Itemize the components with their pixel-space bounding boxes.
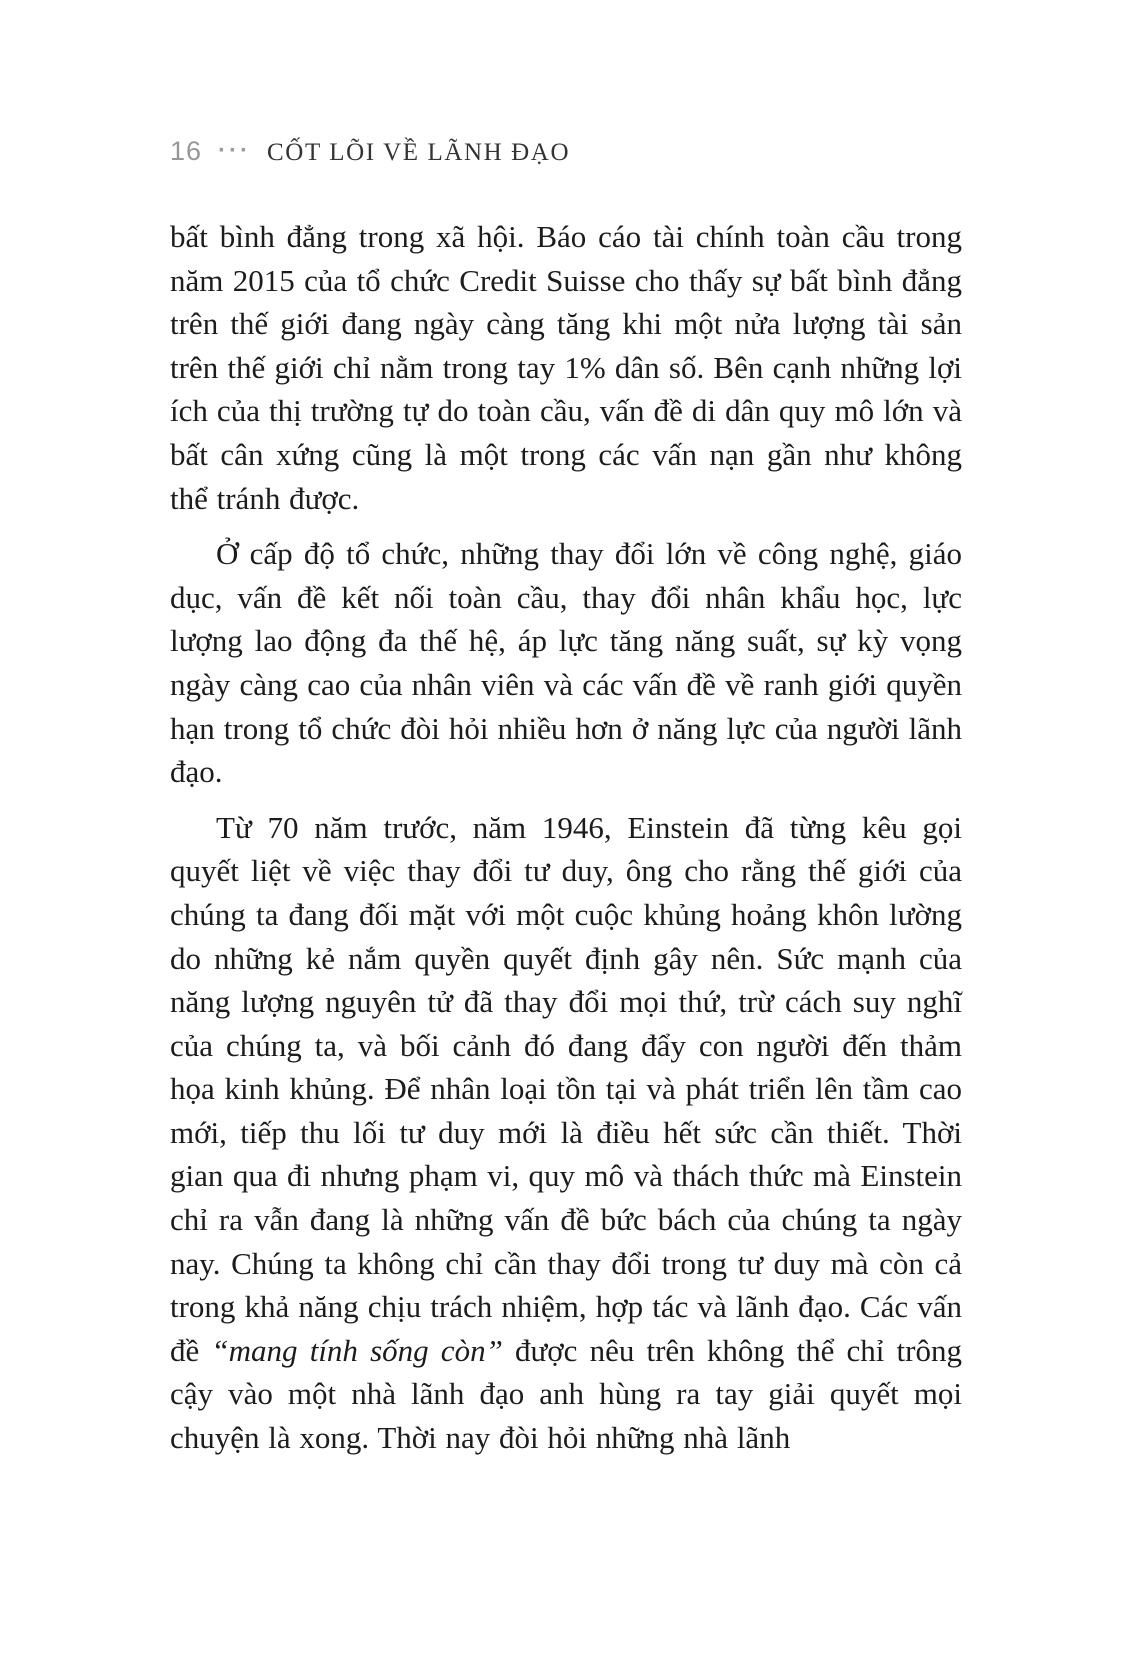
header-separator-dots: ··· [218, 137, 252, 164]
page-header [170, 136, 962, 167]
paragraph-2: Ở cấp độ tổ chức, những thay đổi lớn về công nghệ, giáo dục, vấn đề kết nối toàn cầu, thay đổi nhân khẩu học, lực lượng lao động đa thế hệ, áp lực tăng năng suất, sự kỳ vọng ngày càng cao của nhân viên và các vấn đề về ranh giới quyền hạn trong tổ chức đòi hỏi nhiều hơn ở năng lực của người lãnh đạo. [170, 536, 962, 790]
paragraph-3-before-quote: Từ 70 năm trước, năm 1946, Einstein đã từng kêu gọi quyết liệt về việc thay đổi tư duy, ông cho rằng thế giới của chúng ta đang đối mặt với một cuộc khủng hoảng khôn lường do những kẻ nắm quyền quyết định gây nên. Sức mạnh của năng lượng nguyên tử đã thay đổi mọi thứ, trừ cách suy nghĩ của chúng ta, và bối cảnh đó đang đẩy con người đến thảm họa kinh khủng. Để nhân loại tồn tại và phát triển lên tầm cao mới, tiếp thu lối tư duy mới là điều hết sức cần thiết. Thời gian qua đi nhưng phạm vi, quy mô và thách thức mà Einstein chỉ ra vẫn đang là những vấn đề bức bách của chúng ta ngày nay. Chúng ta không chỉ cần thay đổi trong tư duy mà còn cả trong khả năng chịu trách nhiệm, hợp tác và lãnh đạo. Các vấn đề [170, 809, 962, 1368]
running-title: CỐT LÕI VỀ LÃNH ĐẠO [267, 139, 571, 166]
paragraph-1: bất bình đẳng trong xã hội. Báo cáo tài chính toàn cầu trong năm 2015 của tổ chức Credit Suisse cho thấy sự bất bình đẳng trên thế giới đang ngày càng tăng khi một nửa lượng tài sản trên thế giới chỉ nằm trong tay 1% dân số. Bên cạnh những lợi ích của thị trường tự do toàn cầu, vấn đề di dân quy mô lớn và bất cân xứng cũng là một trong các vấn nạn gần như không thể tránh được. [170, 219, 962, 516]
paragraph-3-after-quote: được nêu trên không thể chỉ trông cậy vào một nhà lãnh đạo anh hùng ra tay giải quyết mọi chuyện là xong. Thời nay đòi hỏi những nhà lãnh [170, 1332, 962, 1456]
page-number: 16 [170, 136, 203, 166]
paragraph-3-quoted-phrase: “mang tính sống còn” [211, 1332, 503, 1368]
body-text [170, 215, 962, 1460]
paragraph-3 [170, 806, 962, 1460]
